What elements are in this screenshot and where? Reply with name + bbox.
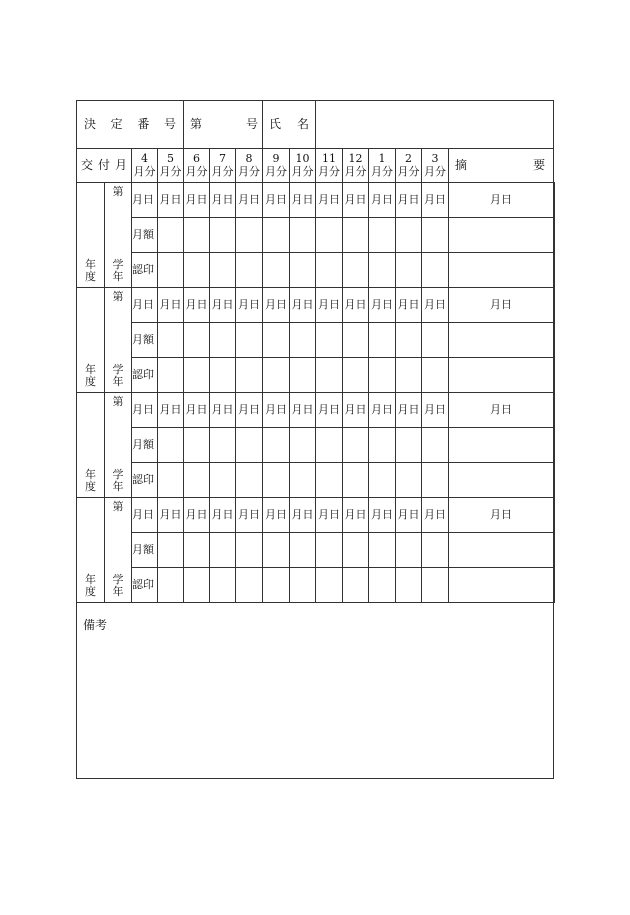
date-cell[interactable]: 月日 (158, 498, 184, 533)
month-number: 6 (193, 151, 200, 165)
gakunen-char: 学 (112, 467, 124, 481)
remarks-field[interactable] (77, 603, 554, 779)
amount-cell[interactable] (210, 428, 236, 463)
dai-label: 第 (112, 500, 124, 513)
kettei-bango-field[interactable] (184, 101, 263, 149)
nendo-char: 度 (85, 585, 96, 599)
month-header-3 (422, 149, 449, 183)
amount-cell[interactable] (290, 323, 316, 358)
nendo-char: 度 (85, 270, 96, 284)
kettei-bango-label (77, 118, 183, 132)
dai-label: 第 (112, 185, 124, 198)
tekiyo-char: 要 (533, 157, 546, 172)
nendo-label (77, 574, 104, 599)
seal-cell[interactable] (158, 358, 184, 393)
seal-cell[interactable] (263, 358, 290, 393)
date-cell[interactable]: 月日 (316, 498, 343, 533)
amount-cell[interactable] (236, 533, 263, 568)
row-label-date: 月日 (132, 498, 158, 533)
seal-cell[interactable] (210, 253, 236, 288)
remarks-row (77, 603, 555, 779)
year-block-3-seal-row (77, 463, 555, 498)
month-number: 11 (322, 151, 337, 165)
nendo-char: 度 (85, 480, 96, 494)
amount-cell[interactable] (184, 428, 210, 463)
date-cell[interactable]: 月日 (236, 288, 263, 323)
month-unit: 月分 (424, 164, 447, 178)
nendo-char: 年 (85, 362, 96, 376)
seal-cell[interactable] (449, 568, 554, 603)
month-number: 12 (348, 151, 363, 165)
row-label-amount: 月額 (132, 428, 158, 463)
seal-cell[interactable] (210, 463, 236, 498)
year-block-1-amount-row (77, 218, 555, 253)
kettei-bango-label-cell (77, 101, 184, 149)
seal-cell[interactable] (236, 463, 263, 498)
date-cell[interactable]: 月日 (184, 183, 210, 218)
amount-cell[interactable] (290, 428, 316, 463)
row-label-amount: 月額 (132, 218, 158, 253)
amount-cell[interactable] (158, 323, 184, 358)
tekiyo-cell[interactable] (554, 183, 555, 288)
date-cell[interactable]: 月日 (422, 498, 449, 533)
gakunen-cell[interactable] (105, 288, 132, 393)
nendo-char: 年 (85, 467, 96, 481)
amount-cell[interactable] (263, 323, 290, 358)
row-label-seal: 認印 (132, 253, 158, 288)
seal-cell[interactable] (290, 358, 316, 393)
gakunen-label (105, 259, 131, 284)
amount-cell[interactable] (316, 533, 343, 568)
date-cell[interactable]: 月日 (449, 393, 554, 428)
gakunen-char: 学 (112, 572, 124, 586)
row-label-seal: 認印 (132, 463, 158, 498)
row-label-seal: 認印 (132, 568, 158, 603)
month-number: 7 (219, 151, 226, 165)
amount-cell[interactable] (184, 218, 210, 253)
amount-cell[interactable] (422, 428, 449, 463)
seal-cell[interactable] (369, 463, 396, 498)
month-header-row (77, 149, 555, 183)
shimei-char: 名 (297, 116, 310, 131)
month-unit: 月分 (371, 164, 394, 178)
shimei-char: 氏 (269, 116, 282, 131)
date-cell[interactable]: 月日 (449, 498, 554, 533)
seal-cell[interactable] (290, 463, 316, 498)
nendo-cell[interactable] (77, 393, 105, 498)
year-block-3-amount-row (77, 428, 555, 463)
amount-cell[interactable] (343, 218, 369, 253)
gakunen-char: 学 (112, 257, 124, 271)
date-cell[interactable]: 月日 (316, 393, 343, 428)
subsidy-record-form (76, 100, 555, 779)
gakunen-cell[interactable] (105, 183, 132, 288)
date-cell[interactable]: 月日 (449, 288, 554, 323)
seal-cell[interactable] (236, 358, 263, 393)
amount-cell[interactable] (263, 533, 290, 568)
amount-cell[interactable] (236, 428, 263, 463)
date-cell[interactable]: 月日 (290, 288, 316, 323)
gakunen-char: 学 (112, 362, 124, 376)
year-block-4-date-row (77, 498, 555, 533)
date-cell[interactable]: 月日 (316, 288, 343, 323)
nendo-cell[interactable] (77, 183, 105, 288)
row-label-date: 月日 (132, 183, 158, 218)
seal-cell[interactable] (263, 568, 290, 603)
seal-cell[interactable] (396, 358, 422, 393)
seal-cell[interactable] (343, 463, 369, 498)
seal-cell[interactable] (263, 463, 290, 498)
amount-cell[interactable] (396, 533, 422, 568)
seal-cell[interactable] (316, 568, 343, 603)
seal-cell[interactable] (316, 463, 343, 498)
seal-cell[interactable] (422, 253, 449, 288)
kofu-month-char: 月 (114, 157, 127, 172)
dai-label: 第 (112, 290, 124, 303)
amount-cell[interactable] (316, 218, 343, 253)
seal-cell[interactable] (396, 463, 422, 498)
kofu-month-char: 付 (97, 157, 110, 172)
date-cell[interactable]: 月日 (263, 393, 290, 428)
month-unit: 月分 (291, 164, 314, 178)
nendo-label (77, 469, 104, 494)
date-cell[interactable]: 月日 (210, 498, 236, 533)
nendo-char: 年 (85, 572, 96, 586)
year-block-1-seal-row (77, 253, 555, 288)
name-field[interactable] (316, 101, 554, 149)
amount-cell[interactable] (184, 533, 210, 568)
month-unit: 月分 (159, 164, 182, 178)
date-cell[interactable]: 月日 (343, 393, 369, 428)
seal-cell[interactable] (422, 568, 449, 603)
month-number: 5 (167, 151, 174, 165)
seal-cell[interactable] (369, 568, 396, 603)
month-unit: 月分 (265, 164, 288, 178)
gakunen-char: 年 (112, 270, 124, 284)
amount-cell[interactable] (210, 323, 236, 358)
amount-cell[interactable] (316, 323, 343, 358)
amount-cell[interactable] (158, 428, 184, 463)
amount-cell[interactable] (263, 428, 290, 463)
row-label-date: 月日 (132, 393, 158, 428)
tekiyo-cell[interactable] (554, 498, 555, 603)
kettei-bango-number (184, 118, 262, 132)
amount-cell[interactable] (263, 218, 290, 253)
nendo-label (77, 259, 104, 284)
date-cell[interactable]: 月日 (449, 183, 554, 218)
amount-cell[interactable] (369, 323, 396, 358)
month-header-7 (210, 149, 236, 183)
month-number: 1 (378, 151, 386, 165)
seal-cell[interactable] (396, 253, 422, 288)
month-unit: 月分 (185, 164, 208, 178)
date-cell[interactable]: 月日 (263, 498, 290, 533)
amount-cell[interactable] (236, 218, 263, 253)
date-cell[interactable]: 月日 (343, 288, 369, 323)
seal-cell[interactable] (369, 253, 396, 288)
amount-cell[interactable] (343, 533, 369, 568)
kofu-month-char: 交 (81, 157, 94, 172)
year-block-4-seal-row (77, 568, 555, 603)
date-cell[interactable]: 月日 (158, 393, 184, 428)
year-block-1-date-row (77, 183, 555, 218)
year-block-2-seal-row (77, 358, 555, 393)
row-label-seal: 認印 (132, 358, 158, 393)
nendo-cell[interactable] (77, 288, 105, 393)
month-header-6 (184, 149, 210, 183)
seal-cell[interactable] (158, 253, 184, 288)
month-header-4 (132, 149, 158, 183)
date-cell[interactable]: 月日 (369, 393, 396, 428)
amount-cell[interactable] (236, 323, 263, 358)
month-header-2 (396, 149, 422, 183)
amount-cell[interactable] (290, 533, 316, 568)
shimei-label (263, 118, 315, 132)
gakunen-label (105, 364, 131, 389)
date-cell[interactable]: 月日 (396, 393, 422, 428)
seal-cell[interactable] (316, 358, 343, 393)
seal-cell[interactable] (369, 358, 396, 393)
date-cell[interactable]: 月日 (184, 288, 210, 323)
seal-cell[interactable] (210, 568, 236, 603)
tekiyo-cell[interactable] (554, 393, 555, 498)
seal-cell[interactable] (236, 253, 263, 288)
date-cell[interactable]: 月日 (184, 498, 210, 533)
seal-cell[interactable] (184, 253, 210, 288)
seal-cell[interactable] (343, 358, 369, 393)
date-cell[interactable]: 月日 (184, 393, 210, 428)
seal-cell[interactable] (316, 253, 343, 288)
amount-cell[interactable] (343, 323, 369, 358)
amount-cell[interactable] (158, 533, 184, 568)
gakunen-char: 年 (112, 375, 124, 389)
date-cell[interactable]: 月日 (369, 288, 396, 323)
seal-cell[interactable] (343, 568, 369, 603)
date-cell[interactable]: 月日 (369, 183, 396, 218)
month-header-12 (343, 149, 369, 183)
gakunen-char: 年 (112, 480, 124, 494)
date-cell[interactable]: 月日 (396, 183, 422, 218)
date-cell[interactable]: 月日 (236, 183, 263, 218)
seal-cell[interactable] (210, 358, 236, 393)
date-cell[interactable]: 月日 (369, 498, 396, 533)
tekiyo-header (449, 149, 554, 183)
date-cell[interactable]: 月日 (396, 498, 422, 533)
tekiyo-char: 摘 (455, 157, 468, 172)
date-cell[interactable]: 月日 (263, 288, 290, 323)
date-cell[interactable]: 月日 (236, 498, 263, 533)
seal-cell[interactable] (158, 463, 184, 498)
amount-cell[interactable] (369, 428, 396, 463)
kettei-bango-char: 号 (163, 116, 176, 131)
amount-cell[interactable] (449, 533, 554, 568)
month-unit: 月分 (211, 164, 234, 178)
amount-cell[interactable] (396, 323, 422, 358)
row-label-amount: 月額 (132, 533, 158, 568)
amount-cell[interactable] (422, 533, 449, 568)
seal-cell[interactable] (422, 463, 449, 498)
amount-cell[interactable] (396, 218, 422, 253)
nendo-label (77, 364, 104, 389)
gakunen-label (105, 469, 131, 494)
month-header-10 (290, 149, 316, 183)
amount-cell[interactable] (449, 323, 554, 358)
seal-cell[interactable] (290, 568, 316, 603)
gakunen-cell[interactable] (105, 498, 132, 603)
month-number: 3 (431, 151, 439, 165)
month-number: 10 (295, 151, 310, 165)
month-number: 9 (272, 151, 280, 165)
date-cell[interactable]: 月日 (316, 183, 343, 218)
month-header-8 (236, 149, 263, 183)
month-number: 4 (141, 151, 148, 165)
date-cell[interactable]: 月日 (422, 393, 449, 428)
year-block-2-date-row (77, 288, 555, 323)
gakunen-cell[interactable] (105, 393, 132, 498)
date-cell[interactable]: 月日 (263, 183, 290, 218)
row-label-amount: 月額 (132, 323, 158, 358)
tekiyo-label (449, 159, 553, 173)
month-unit: 月分 (318, 164, 341, 178)
date-cell[interactable]: 月日 (290, 498, 316, 533)
seal-cell[interactable] (343, 253, 369, 288)
seal-cell[interactable] (422, 358, 449, 393)
date-cell[interactable]: 月日 (210, 288, 236, 323)
seal-cell[interactable] (449, 253, 554, 288)
kofu-month-cell (77, 149, 132, 183)
kettei-bango-char: 定 (110, 116, 123, 131)
month-unit: 月分 (133, 164, 156, 178)
remarks-value (107, 613, 113, 629)
amount-cell[interactable] (158, 218, 184, 253)
date-cell[interactable]: 月日 (290, 393, 316, 428)
year-block-4-amount-row (77, 533, 555, 568)
date-cell[interactable]: 月日 (343, 498, 369, 533)
month-header-9 (263, 149, 290, 183)
year-block-2-amount-row (77, 323, 555, 358)
date-cell[interactable]: 月日 (422, 183, 449, 218)
seal-cell[interactable] (396, 568, 422, 603)
year-block-3-date-row (77, 393, 555, 428)
shimei-label-cell (263, 101, 316, 149)
month-header-1 (369, 149, 396, 183)
amount-cell[interactable] (396, 428, 422, 463)
dai-label: 第 (112, 395, 124, 408)
header-row (77, 101, 555, 149)
amount-cell[interactable] (184, 323, 210, 358)
seal-cell[interactable] (158, 568, 184, 603)
seal-cell[interactable] (449, 358, 554, 393)
month-number: 2 (405, 151, 413, 165)
remarks-label: 備考 (83, 618, 108, 632)
kofu-month-label (77, 159, 131, 173)
kettei-bango-char: 番 (137, 116, 150, 131)
row-label-date: 月日 (132, 288, 158, 323)
month-header-5 (158, 149, 184, 183)
date-cell[interactable]: 月日 (158, 183, 184, 218)
date-cell[interactable]: 月日 (210, 393, 236, 428)
date-cell[interactable]: 月日 (236, 393, 263, 428)
seal-cell[interactable] (184, 358, 210, 393)
amount-cell[interactable] (316, 428, 343, 463)
amount-cell[interactable] (343, 428, 369, 463)
date-cell[interactable]: 月日 (210, 183, 236, 218)
amount-cell[interactable] (422, 323, 449, 358)
seal-cell[interactable] (236, 568, 263, 603)
amount-cell[interactable] (210, 218, 236, 253)
amount-cell[interactable] (449, 218, 554, 253)
seal-cell[interactable] (184, 568, 210, 603)
amount-cell[interactable] (449, 428, 554, 463)
gakunen-char: 年 (112, 585, 124, 599)
date-cell[interactable]: 月日 (290, 183, 316, 218)
tekiyo-cell[interactable] (554, 288, 555, 393)
seal-cell[interactable] (263, 253, 290, 288)
amount-cell[interactable] (422, 218, 449, 253)
seal-cell[interactable] (290, 253, 316, 288)
kettei-bango-char: 決 (84, 116, 97, 131)
date-cell[interactable]: 月日 (343, 183, 369, 218)
amount-cell[interactable] (369, 218, 396, 253)
nendo-char: 年 (85, 257, 96, 271)
seal-cell[interactable] (449, 463, 554, 498)
date-cell[interactable]: 月日 (396, 288, 422, 323)
month-header-11 (316, 149, 343, 183)
date-cell[interactable]: 月日 (158, 288, 184, 323)
nendo-cell[interactable] (77, 498, 105, 603)
gakunen-label (105, 574, 131, 599)
month-number: 8 (245, 151, 253, 165)
month-unit: 月分 (344, 164, 367, 178)
go-label: 号 (245, 116, 258, 131)
date-cell[interactable]: 月日 (422, 288, 449, 323)
seal-cell[interactable] (184, 463, 210, 498)
month-unit: 月分 (397, 164, 420, 178)
month-unit: 月分 (238, 164, 260, 178)
dai-label: 第 (190, 116, 203, 131)
amount-cell[interactable] (210, 533, 236, 568)
amount-cell[interactable] (290, 218, 316, 253)
nendo-char: 度 (85, 375, 96, 389)
amount-cell[interactable] (369, 533, 396, 568)
